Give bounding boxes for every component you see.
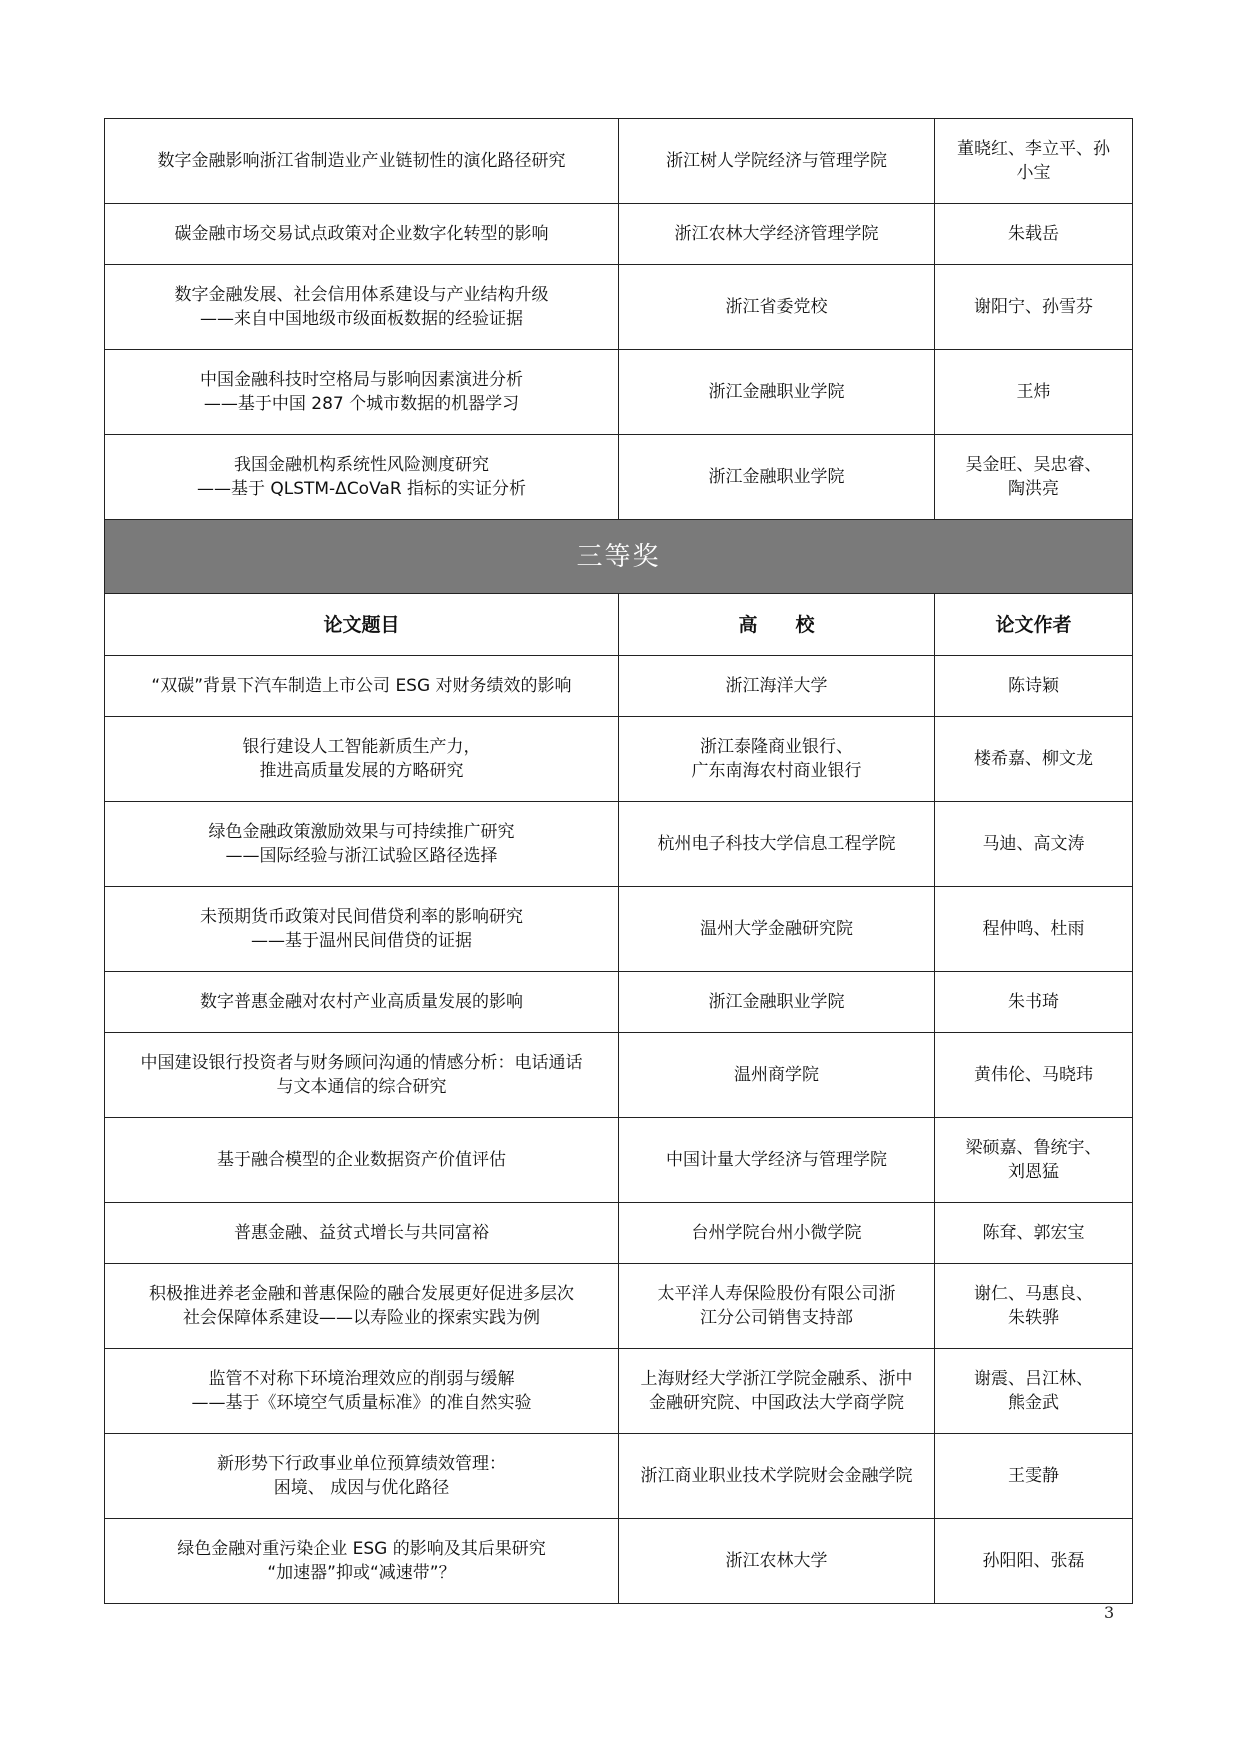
authors-line: 陈诗颖 (1008, 676, 1059, 696)
school-cell (619, 717, 935, 802)
paper-title-line: 社会保障体系建设——以寿险业的探索实践为例 (183, 1308, 540, 1328)
authors-cell (935, 1264, 1133, 1349)
paper-title-line: 困境、 成因与优化路径 (273, 1478, 450, 1498)
authors-line: 刘恩猛 (1008, 1162, 1059, 1182)
paper-title-cell (105, 656, 619, 717)
school-line: 浙江金融职业学院 (708, 992, 845, 1012)
table-row (105, 1203, 1133, 1264)
school-line: 浙江海洋大学 (725, 676, 828, 696)
table-row (105, 1434, 1133, 1519)
paper-title-line: ——国际经验与浙江试验区路径选择 (225, 846, 498, 866)
table-row (105, 204, 1133, 265)
top-rows (105, 119, 1133, 520)
school-line: 江分公司销售支持部 (700, 1308, 853, 1328)
authors-cell (935, 204, 1133, 265)
school-cell (619, 204, 935, 265)
authors-cell (935, 1118, 1133, 1203)
authors-cell (935, 1349, 1133, 1434)
authors-line: 梁硕嘉、鲁统宇、 (965, 1138, 1102, 1158)
table-row (105, 435, 1133, 520)
school-cell (619, 119, 935, 204)
paper-title-cell (105, 1349, 619, 1434)
school-line: 广东南海农村商业银行 (691, 761, 862, 781)
authors-line: 朱轶骅 (1008, 1308, 1059, 1328)
school-cell (619, 887, 935, 972)
paper-title-line: 银行建设人工智能新质生产力， (242, 737, 481, 757)
school-line: 中国计量大学经济与管理学院 (666, 1150, 887, 1170)
paper-title-line: 碳金融市场交易试点政策对企业数字化转型的影响 (174, 224, 549, 244)
paper-title-cell (105, 1203, 619, 1264)
paper-title-cell (105, 435, 619, 520)
paper-title-line: 我国金融机构系统性风险测度研究 (234, 455, 489, 475)
paper-title-cell (105, 119, 619, 204)
header-row (105, 594, 1133, 656)
school-cell (619, 1203, 935, 1264)
paper-title-line: 与文本通信的综合研究 (276, 1077, 447, 1097)
table-row (105, 802, 1133, 887)
authors-line: 王雯静 (1008, 1466, 1059, 1486)
paper-title-line: 普惠金融、益贫式增长与共同富裕 (234, 1223, 489, 1243)
authors-cell (935, 265, 1133, 350)
school-cell (619, 1033, 935, 1118)
authors-line: 谢仁、马惠良、 (974, 1284, 1093, 1304)
school-cell (619, 972, 935, 1033)
school-cell (619, 656, 935, 717)
school-line: 浙江农林大学 (725, 1551, 828, 1571)
table-row (105, 1349, 1133, 1434)
authors-line: 王炜 (1016, 382, 1051, 402)
table-row (105, 1519, 1133, 1604)
authors-line: 马迪、高文涛 (982, 834, 1085, 854)
authors-line: 朱书琦 (1008, 992, 1059, 1012)
paper-title-cell (105, 350, 619, 435)
paper-title-line: 数字金融影响浙江省制造业产业链韧性的演化路径研究 (157, 151, 566, 171)
paper-title-cell (105, 204, 619, 265)
paper-title-cell (105, 1264, 619, 1349)
school-line: 浙江泰隆商业银行、 (700, 737, 853, 757)
paper-title-cell (105, 887, 619, 972)
authors-cell (935, 717, 1133, 802)
school-line: 台州学院台州小微学院 (691, 1223, 862, 1243)
paper-title-line: 中国建设银行投资者与财务顾问沟通的情感分析：电话通话 (140, 1053, 583, 1073)
paper-title-cell (105, 1033, 619, 1118)
school-line: 太平洋人寿保险股份有限公司浙 (657, 1284, 896, 1304)
school-line: 浙江商业职业技术学院财会金融学院 (640, 1466, 913, 1486)
table-row (105, 656, 1133, 717)
school-line: 杭州电子科技大学信息工程学院 (657, 834, 896, 854)
school-line: 浙江树人学院经济与管理学院 (666, 151, 887, 171)
authors-line: 程仲鸣、杜雨 (982, 919, 1085, 939)
authors-cell (935, 435, 1133, 520)
authors-line: 董晓红、李立平、孙 (957, 139, 1110, 159)
table-row (105, 1033, 1133, 1118)
table-row (105, 717, 1133, 802)
paper-title-line: ——基于 QLSTM-ΔCoVaR 指标的实证分析 (196, 479, 527, 499)
paper-title-cell (105, 265, 619, 350)
authors-line: 楼希嘉、柳文龙 (974, 749, 1093, 769)
paper-title-line: 积极推进养老金融和普惠保险的融合发展更好促进多层次 (149, 1284, 574, 1304)
paper-title-line: “双碳”背景下汽车制造上市公司 ESG 对财务绩效的影响 (151, 676, 572, 696)
school-line: 浙江省委党校 (725, 297, 828, 317)
school-line: 浙江金融职业学院 (708, 467, 845, 487)
paper-title-cell (105, 717, 619, 802)
authors-cell (935, 887, 1133, 972)
header-authors: 论文作者 (935, 594, 1133, 656)
school-line: 浙江农林大学经济管理学院 (674, 224, 879, 244)
school-cell (619, 1118, 935, 1203)
section-row (105, 520, 1133, 594)
paper-title-line: 中国金融科技时空格局与影响因素演进分析 (200, 370, 523, 390)
school-cell (619, 1264, 935, 1349)
school-cell (619, 350, 935, 435)
school-line: 温州商学院 (734, 1065, 819, 1085)
authors-line: 谢阳宁、孙雪芬 (974, 297, 1093, 317)
paper-title-line: 新形势下行政事业单位预算绩效管理： (217, 1454, 506, 1474)
authors-line: 吴金旺、吴忠睿、 (965, 455, 1102, 475)
authors-cell (935, 119, 1133, 204)
paper-title-cell (105, 802, 619, 887)
paper-title-cell (105, 1118, 619, 1203)
paper-title-cell (105, 1519, 619, 1604)
table-row (105, 887, 1133, 972)
authors-line: 小宝 (1016, 163, 1051, 183)
header-school: 高 校 (619, 594, 935, 656)
authors-cell (935, 656, 1133, 717)
authors-cell (935, 802, 1133, 887)
paper-title-line: 基于融合模型的企业数据资产价值评估 (217, 1150, 506, 1170)
authors-line: 陈耷、郭宏宝 (982, 1223, 1085, 1243)
school-cell (619, 1434, 935, 1519)
table-row (105, 1264, 1133, 1349)
paper-title-line: ——基于中国 287 个城市数据的机器学习 (203, 394, 520, 414)
school-line: 金融研究院、中国政法大学商学院 (649, 1393, 904, 1413)
authors-line: 孙阳阳、张磊 (982, 1551, 1085, 1571)
school-cell (619, 1519, 935, 1604)
paper-title-line: 绿色金融政策激励效果与可持续推广研究 (208, 822, 515, 842)
school-line: 上海财经大学浙江学院金融系、浙中 (640, 1369, 913, 1389)
table-row (105, 1118, 1133, 1203)
page-number: 3 (1104, 1603, 1115, 1622)
paper-title-line: 数字普惠金融对农村产业高质量发展的影响 (200, 992, 523, 1012)
paper-title-line: ——来自中国地级市级面板数据的经验证据 (200, 309, 523, 329)
authors-cell (935, 1033, 1133, 1118)
paper-title-cell (105, 1434, 619, 1519)
table-row (105, 119, 1133, 204)
awards-table (104, 118, 1133, 1604)
school-cell (619, 1349, 935, 1434)
third-prize-section (105, 520, 1133, 656)
paper-title-line: 未预期货币政策对民间借贷利率的影响研究 (200, 907, 523, 927)
authors-cell (935, 1519, 1133, 1604)
authors-cell (935, 972, 1133, 1033)
section-title: 三等奖 (105, 520, 1133, 594)
authors-line: 黄伟伦、马晓玮 (974, 1065, 1093, 1085)
authors-cell (935, 350, 1133, 435)
paper-title-line: 数字金融发展、社会信用体系建设与产业结构升级 (174, 285, 549, 305)
paper-title-line: ——基于温州民间借贷的证据 (251, 931, 472, 951)
paper-title-line: ——基于《环境空气质量标准》的准自然实验 (191, 1393, 532, 1413)
paper-title-line: “加速器”抑或“减速带”？ (267, 1563, 456, 1583)
authors-line: 朱载岳 (1008, 224, 1059, 244)
school-cell (619, 265, 935, 350)
school-cell (619, 435, 935, 520)
paper-title-cell (105, 972, 619, 1033)
header-title: 论文题目 (105, 594, 619, 656)
third-prize-rows (105, 656, 1133, 1604)
paper-title-line: 绿色金融对重污染企业 ESG 的影响及其后果研究 (177, 1539, 546, 1559)
paper-title-line: 监管不对称下环境治理效应的削弱与缓解 (208, 1369, 515, 1389)
school-line: 浙江金融职业学院 (708, 382, 845, 402)
paper-title-line: 推进高质量发展的方略研究 (259, 761, 464, 781)
school-cell (619, 802, 935, 887)
authors-line: 陶洪亮 (1008, 479, 1059, 499)
authors-cell (935, 1434, 1133, 1519)
authors-cell (935, 1203, 1133, 1264)
authors-line: 熊金武 (1008, 1393, 1059, 1413)
table-row (105, 972, 1133, 1033)
table-row (105, 350, 1133, 435)
authors-line: 谢震、吕江林、 (974, 1369, 1093, 1389)
table-row (105, 265, 1133, 350)
school-line: 温州大学金融研究院 (700, 919, 853, 939)
